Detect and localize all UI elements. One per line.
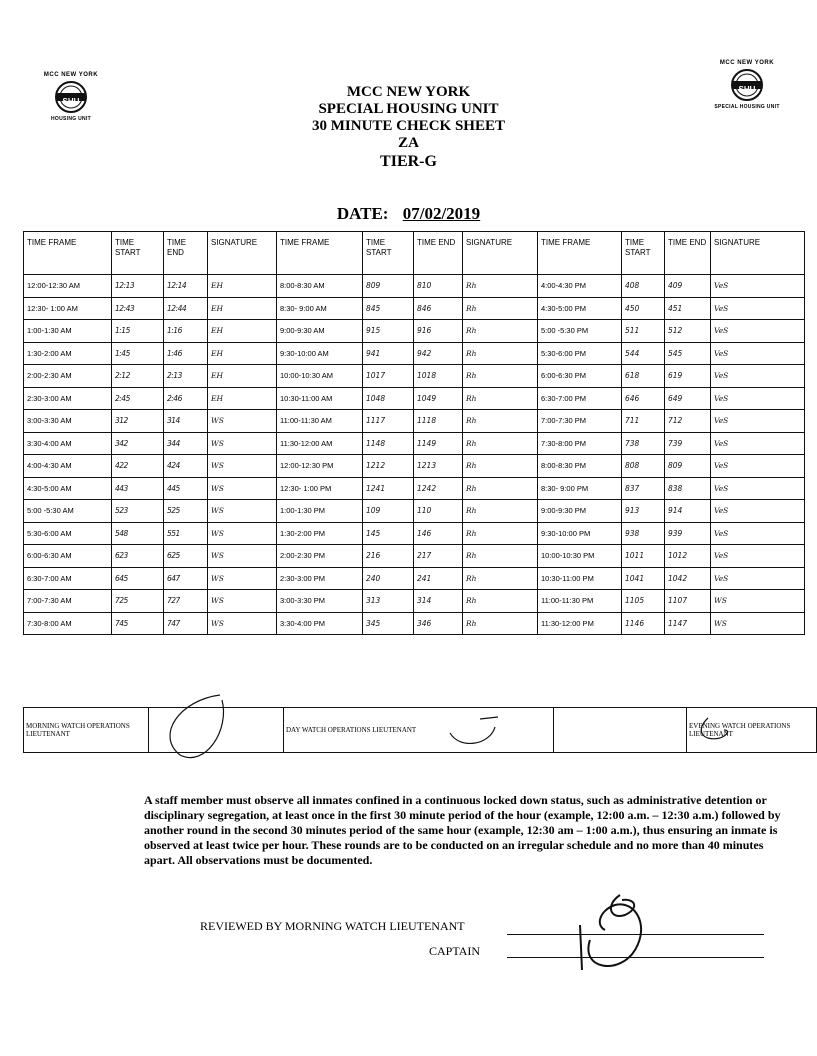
evening-lieutenant-scribble (690, 710, 750, 750)
signature-cell[interactable]: Rh (463, 342, 538, 365)
time-end-cell[interactable]: 344 (164, 432, 208, 455)
signature-cell[interactable]: VeS (711, 387, 805, 410)
table-row (24, 320, 805, 343)
time-end-cell[interactable]: 914 (665, 500, 711, 523)
time-end-cell[interactable]: 241 (414, 567, 463, 590)
time-start-cell[interactable]: 1:45 (112, 342, 164, 365)
time-frame-cell: 11:00-11:30 AM (277, 410, 363, 433)
signature-cell[interactable]: WS (208, 567, 277, 590)
signature-cell[interactable]: Rh (463, 275, 538, 298)
time-start-cell[interactable]: 646 (622, 387, 665, 410)
time-end-cell[interactable]: 217 (414, 545, 463, 568)
time-end-cell[interactable]: 110 (414, 500, 463, 523)
time-frame-cell: 1:00-1:30 PM (277, 500, 363, 523)
signature-cell[interactable]: Rh (463, 522, 538, 545)
time-end-cell[interactable]: 712 (665, 410, 711, 433)
signature-cell[interactable]: Rh (463, 297, 538, 320)
time-end-cell[interactable]: 1049 (414, 387, 463, 410)
time-start-cell[interactable]: 645 (112, 567, 164, 590)
time-end-cell[interactable]: 12:14 (164, 275, 208, 298)
time-frame-cell: 9:00-9:30 AM (277, 320, 363, 343)
signature-cell[interactable]: WS (711, 590, 805, 613)
time-frame-cell: 11:00-11:30 PM (538, 590, 622, 613)
table-header (24, 232, 805, 275)
time-start-cell[interactable]: 422 (112, 455, 164, 478)
table-row (24, 275, 805, 298)
day-lieutenant-label: DAY WATCH OPERATIONS LIEUTENANT (284, 708, 554, 753)
time-start-cell[interactable]: 809 (363, 275, 414, 298)
captain-label: CAPTAIN (429, 944, 481, 958)
time-end-cell[interactable]: 1:16 (164, 320, 208, 343)
col-signature: SIGNATURE (711, 232, 805, 275)
time-end-cell[interactable]: 512 (665, 320, 711, 343)
table-row (24, 522, 805, 545)
time-start-cell[interactable]: 623 (112, 545, 164, 568)
col-time-start: TIME START (112, 232, 164, 275)
time-frame-cell: 4:00-4:30 PM (538, 275, 622, 298)
signature-cell[interactable]: Rh (463, 365, 538, 388)
time-frame-cell: 4:30-5:00 AM (24, 477, 112, 500)
time-end-cell[interactable]: 810 (414, 275, 463, 298)
time-start-cell[interactable]: 1105 (622, 590, 665, 613)
time-start-cell[interactable]: 941 (363, 342, 414, 365)
time-frame-cell: 6:00-6:30 AM (24, 545, 112, 568)
time-frame-cell: 10:30-11:00 AM (277, 387, 363, 410)
signature-cell[interactable]: Rh (463, 387, 538, 410)
time-start-cell[interactable]: 12:43 (112, 297, 164, 320)
table-row (24, 387, 805, 410)
evening-lieutenant-label: EVENING WATCH OPERATIONS LIEUTENANT (687, 708, 817, 753)
time-frame-cell: 12:30- 1:00 PM (277, 477, 363, 500)
signature-cell[interactable]: WS (208, 477, 277, 500)
time-frame-cell: 7:30-8:00 PM (538, 432, 622, 455)
time-end-cell[interactable]: 545 (665, 342, 711, 365)
day-lieutenant-scribble (440, 705, 520, 755)
signature-cell[interactable]: WS (208, 590, 277, 613)
time-end-cell[interactable]: 409 (665, 275, 711, 298)
table-row (24, 590, 805, 613)
signature-cell[interactable]: VeS (711, 297, 805, 320)
signature-cell[interactable]: VeS (711, 320, 805, 343)
time-start-cell[interactable]: 1017 (363, 365, 414, 388)
time-end-cell[interactable]: 146 (414, 522, 463, 545)
right-logo-bottom: SPECIAL HOUSING UNIT (714, 104, 780, 110)
time-start-cell[interactable]: 342 (112, 432, 164, 455)
signature-cell[interactable]: VeS (711, 455, 805, 478)
col-signature: SIGNATURE (463, 232, 538, 275)
col-time-end: TIME END (164, 232, 208, 275)
signature-cell[interactable]: VeS (711, 522, 805, 545)
time-frame-cell: 3:00-3:30 AM (24, 410, 112, 433)
time-end-cell[interactable]: 647 (164, 567, 208, 590)
time-frame-cell: 11:30-12:00 PM (538, 612, 622, 635)
col-time-frame: TIME FRAME (277, 232, 363, 275)
time-start-cell[interactable]: 408 (622, 275, 665, 298)
header-unit: SPECIAL HOUSING UNIT (318, 101, 499, 117)
time-end-cell[interactable]: 1:46 (164, 342, 208, 365)
time-start-cell[interactable]: 913 (622, 500, 665, 523)
col-signature: SIGNATURE (208, 232, 277, 275)
header-range: ZA (398, 135, 419, 151)
time-frame-cell: 7:00-7:30 AM (24, 590, 112, 613)
signature-cell[interactable]: Rh (463, 455, 538, 478)
table-row (24, 455, 805, 478)
time-frame-cell: 5:30-6:00 PM (538, 342, 622, 365)
signature-cell[interactable]: WS (208, 410, 277, 433)
time-frame-cell: 8:00-8:30 AM (277, 275, 363, 298)
signature-cell[interactable]: EH (208, 297, 277, 320)
signature-cell[interactable]: EH (208, 275, 277, 298)
time-start-cell[interactable]: 345 (363, 612, 414, 635)
signature-cell[interactable]: Rh (463, 500, 538, 523)
time-end-cell[interactable]: 1107 (665, 590, 711, 613)
time-end-cell[interactable]: 1042 (665, 567, 711, 590)
signature-cell[interactable]: WS (208, 432, 277, 455)
signature-cell[interactable]: WS (208, 522, 277, 545)
time-start-cell[interactable]: 1011 (622, 545, 665, 568)
time-end-cell[interactable]: 1118 (414, 410, 463, 433)
time-start-cell[interactable]: 1212 (363, 455, 414, 478)
policy-paragraph: A staff member must observe all inmates confined in a continuous locked down status, such as administrative detention or disciplinary segregation, at least once in the first 30 minute period of the hour (example, 12:00 a.m. – 12:30 a.m.) followed by another round in the second 30 minutes period of the same hour (example, 12:30 am – 1:00 a.m.), thus ensuring an inmate is observed at least twice per hour. These rounds are to be conducted on an irregular schedule and no more than 40 minutes apart. All observations must be documented. (144, 793, 781, 867)
time-end-cell[interactable]: 451 (665, 297, 711, 320)
signature-cell[interactable]: EH (208, 342, 277, 365)
time-start-cell[interactable]: 1048 (363, 387, 414, 410)
signature-cell[interactable]: Rh (463, 410, 538, 433)
time-start-cell[interactable]: 1241 (363, 477, 414, 500)
signature-cell[interactable]: VeS (711, 432, 805, 455)
table-row (24, 545, 805, 568)
time-frame-cell: 10:30-11:00 PM (538, 567, 622, 590)
time-frame-cell: 2:00-2:30 PM (277, 545, 363, 568)
time-frame-cell: 1:30-2:00 AM (24, 342, 112, 365)
signature-cell[interactable]: Rh (463, 590, 538, 613)
col-time-frame: TIME FRAME (24, 232, 112, 275)
time-frame-cell: 7:00-7:30 PM (538, 410, 622, 433)
time-start-cell[interactable]: 808 (622, 455, 665, 478)
time-start-cell[interactable]: 216 (363, 545, 414, 568)
table-row (24, 567, 805, 590)
signature-cell[interactable]: Rh (463, 567, 538, 590)
time-start-cell[interactable]: 1:15 (112, 320, 164, 343)
time-frame-cell: 10:00-10:30 PM (538, 545, 622, 568)
time-end-cell[interactable]: 1012 (665, 545, 711, 568)
right-logo-top: MCC NEW YORK (719, 60, 775, 66)
time-end-cell[interactable]: 649 (665, 387, 711, 410)
time-end-cell[interactable]: 739 (665, 432, 711, 455)
time-frame-cell: 2:30-3:00 PM (277, 567, 363, 590)
signature-cell[interactable]: VeS (711, 275, 805, 298)
signature-cell[interactable]: VeS (711, 500, 805, 523)
time-frame-cell: 7:30-8:00 AM (24, 612, 112, 635)
table-row (24, 500, 805, 523)
header-facility: MCC NEW YORK (346, 84, 471, 100)
time-start-cell[interactable]: 548 (112, 522, 164, 545)
time-frame-cell: 4:00-4:30 AM (24, 455, 112, 478)
time-start-cell[interactable]: 443 (112, 477, 164, 500)
time-start-cell[interactable]: 511 (622, 320, 665, 343)
time-start-cell[interactable]: 618 (622, 365, 665, 388)
time-frame-cell: 12:30- 1:00 AM (24, 297, 112, 320)
time-end-cell[interactable]: 747 (164, 612, 208, 635)
morning-lieutenant-scribble (150, 690, 260, 770)
time-frame-cell: 8:00-8:30 PM (538, 455, 622, 478)
time-end-cell[interactable]: 727 (164, 590, 208, 613)
time-frame-cell: 3:30-4:00 AM (24, 432, 112, 455)
time-frame-cell: 2:30-3:00 AM (24, 387, 112, 410)
time-start-cell[interactable]: 837 (622, 477, 665, 500)
time-end-cell[interactable]: 916 (414, 320, 463, 343)
signature-cell[interactable]: Rh (463, 432, 538, 455)
time-start-cell[interactable]: 845 (363, 297, 414, 320)
time-start-cell[interactable]: 544 (622, 342, 665, 365)
time-end-cell[interactable]: 314 (164, 410, 208, 433)
time-end-cell[interactable]: 1213 (414, 455, 463, 478)
time-end-cell[interactable]: 809 (665, 455, 711, 478)
table-row (24, 432, 805, 455)
signature-cell[interactable]: EH (208, 387, 277, 410)
morning-lieutenant-label: MORNING WATCH OPERATIONS LIEUTENANT (24, 708, 149, 753)
signature-cell[interactable]: WS (208, 455, 277, 478)
table-row (24, 410, 805, 433)
time-end-cell[interactable]: 445 (164, 477, 208, 500)
time-frame-cell: 4:30-5:00 PM (538, 297, 622, 320)
captain-signature-scribble (560, 880, 670, 980)
reviewed-label: REVIEWED BY MORNING WATCH LIEUTENANT (200, 919, 465, 933)
signature-cell[interactable]: VeS (711, 342, 805, 365)
time-frame-cell: 2:00-2:30 AM (24, 365, 112, 388)
check-table (23, 231, 805, 635)
time-end-cell[interactable]: 2:13 (164, 365, 208, 388)
time-end-cell[interactable]: 12:44 (164, 297, 208, 320)
signature-cell[interactable]: EH (208, 365, 277, 388)
time-frame-cell: 9:30-10:00 PM (538, 522, 622, 545)
time-end-cell[interactable]: 1147 (665, 612, 711, 635)
time-frame-cell: 12:00-12:30 PM (277, 455, 363, 478)
left-logo-mark: SHU (62, 97, 80, 106)
time-frame-cell: 9:30-10:00 AM (277, 342, 363, 365)
time-end-cell[interactable]: 939 (665, 522, 711, 545)
time-start-cell[interactable]: 745 (112, 612, 164, 635)
col-time-frame: TIME FRAME (538, 232, 622, 275)
time-frame-cell: 3:30-4:00 PM (277, 612, 363, 635)
time-frame-cell: 1:30-2:00 PM (277, 522, 363, 545)
signature-cell[interactable]: WS (208, 612, 277, 635)
time-start-cell[interactable]: 1146 (622, 612, 665, 635)
col-time-start: TIME START (622, 232, 665, 275)
time-frame-cell: 11:30-12:00 AM (277, 432, 363, 455)
time-end-cell[interactable]: 525 (164, 500, 208, 523)
time-end-cell[interactable]: 424 (164, 455, 208, 478)
signature-cell[interactable]: VeS (711, 477, 805, 500)
time-start-cell[interactable]: 2:45 (112, 387, 164, 410)
time-frame-cell: 6:00-6:30 PM (538, 365, 622, 388)
time-start-cell[interactable]: 240 (363, 567, 414, 590)
time-start-cell[interactable]: 1117 (363, 410, 414, 433)
time-frame-cell: 8:30- 9:00 PM (538, 477, 622, 500)
table-row (24, 297, 805, 320)
time-start-cell[interactable]: 1041 (622, 567, 665, 590)
time-end-cell[interactable]: 2:46 (164, 387, 208, 410)
day-lieutenant-signature[interactable] (554, 708, 687, 753)
signature-cell[interactable]: WS (208, 545, 277, 568)
table-row (24, 477, 805, 500)
time-start-cell[interactable]: 313 (363, 590, 414, 613)
signature-cell[interactable]: Rh (463, 320, 538, 343)
time-start-cell[interactable]: 109 (363, 500, 414, 523)
time-end-cell[interactable]: 625 (164, 545, 208, 568)
table-row (24, 365, 805, 388)
right-logo-mark: SHU (738, 85, 756, 94)
left-logo-bottom: HOUSING UNIT (51, 116, 91, 122)
col-time-start: TIME START (363, 232, 414, 275)
time-frame-cell: 10:00-10:30 AM (277, 365, 363, 388)
time-start-cell[interactable]: 1148 (363, 432, 414, 455)
date-value: 07/02/2019 (402, 204, 481, 223)
signature-cell[interactable]: VeS (711, 410, 805, 433)
time-end-cell[interactable]: 314 (414, 590, 463, 613)
time-frame-cell: 5:30-6:00 AM (24, 522, 112, 545)
signature-cell[interactable]: WS (711, 612, 805, 635)
time-frame-cell: 6:30-7:00 AM (24, 567, 112, 590)
time-start-cell[interactable]: 915 (363, 320, 414, 343)
signature-cell[interactable]: Rh (463, 477, 538, 500)
signature-cell[interactable]: Rh (463, 612, 538, 635)
time-end-cell[interactable]: 942 (414, 342, 463, 365)
date-line (0, 204, 817, 224)
time-start-cell[interactable]: 450 (622, 297, 665, 320)
col-time-end: TIME END (665, 232, 711, 275)
signature-cell[interactable]: Rh (463, 545, 538, 568)
date-label: DATE: (336, 204, 389, 223)
signature-cell[interactable]: EH (208, 320, 277, 343)
table-row (24, 612, 805, 635)
time-end-cell[interactable]: 1018 (414, 365, 463, 388)
left-logo-top: MCC NEW YORK (43, 72, 99, 78)
time-start-cell[interactable]: 938 (622, 522, 665, 545)
sheet-header (0, 84, 817, 171)
signature-cell[interactable]: VeS (711, 567, 805, 590)
time-start-cell[interactable]: 523 (112, 500, 164, 523)
time-start-cell[interactable]: 738 (622, 432, 665, 455)
time-end-cell[interactable]: 838 (665, 477, 711, 500)
time-end-cell[interactable]: 346 (414, 612, 463, 635)
time-frame-cell: 5:00 -5:30 AM (24, 500, 112, 523)
signature-cell[interactable]: WS (208, 500, 277, 523)
table-row (24, 342, 805, 365)
col-time-end: TIME END (414, 232, 463, 275)
signature-cell[interactable]: VeS (711, 545, 805, 568)
time-end-cell[interactable]: 1242 (414, 477, 463, 500)
time-start-cell[interactable]: 312 (112, 410, 164, 433)
signature-cell[interactable]: VeS (711, 365, 805, 388)
time-start-cell[interactable]: 145 (363, 522, 414, 545)
time-frame-cell: 3:00-3:30 PM (277, 590, 363, 613)
time-frame-cell: 8:30- 9:00 AM (277, 297, 363, 320)
time-start-cell[interactable]: 725 (112, 590, 164, 613)
header-tier: TIER-G (380, 153, 437, 170)
time-end-cell[interactable]: 1149 (414, 432, 463, 455)
time-end-cell[interactable]: 846 (414, 297, 463, 320)
time-start-cell[interactable]: 711 (622, 410, 665, 433)
time-frame-cell: 5:00 -5:30 PM (538, 320, 622, 343)
time-start-cell[interactable]: 2:12 (112, 365, 164, 388)
time-frame-cell: 9:00-9:30 PM (538, 500, 622, 523)
time-frame-cell: 6:30-7:00 PM (538, 387, 622, 410)
time-frame-cell: 12:00-12:30 AM (24, 275, 112, 298)
header-title: 30 MINUTE CHECK SHEET (312, 118, 505, 134)
time-end-cell[interactable]: 619 (665, 365, 711, 388)
time-frame-cell: 1:00-1:30 AM (24, 320, 112, 343)
time-end-cell[interactable]: 551 (164, 522, 208, 545)
time-start-cell[interactable]: 12:13 (112, 275, 164, 298)
